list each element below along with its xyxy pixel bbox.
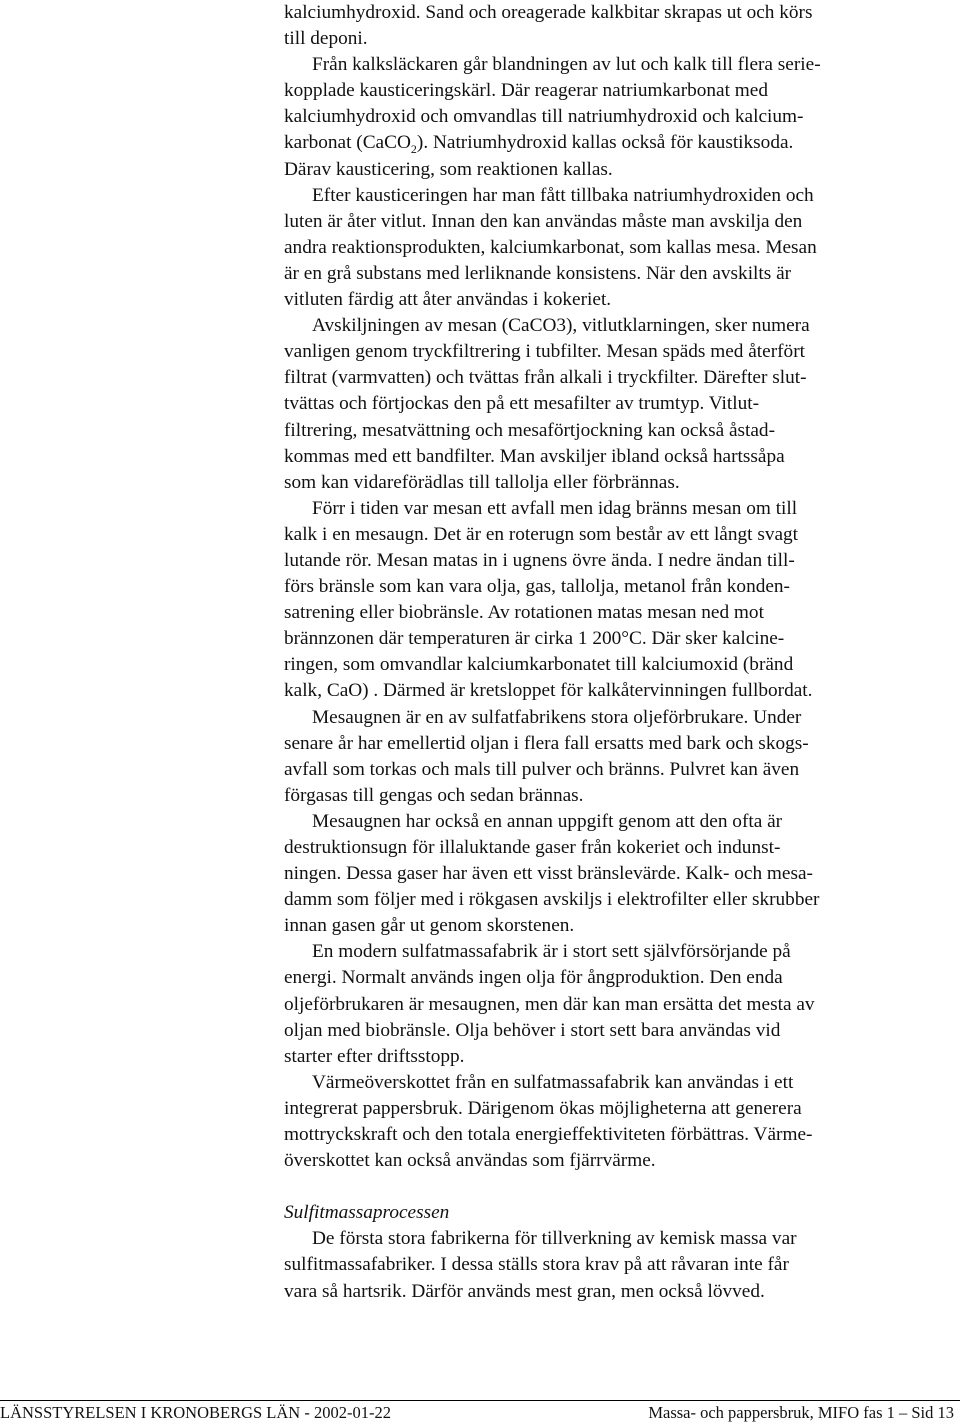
text-line: Förr i tiden var mesan ett avfall men idag bränns mesan om till [312, 497, 798, 519]
paragraph-2 [284, 52, 954, 182]
text-line: kalk i en mesaugn. Det är en roterugn som består av ett långt svagt [284, 523, 799, 545]
text-line: överskottet kan också användas som fjärrvärme. [284, 1150, 656, 1172]
page-footer [0, 1403, 960, 1425]
text-line: filtrat (varmvatten) och tvättas från alkali i tryckfilter. Därefter slut- [284, 367, 807, 389]
text-line: Efter kausticeringen har man fått tillbaka natriumhydroxiden och [312, 184, 814, 206]
text-line: som kan vidareförädlas till tallolja eller förbrännas. [284, 471, 680, 493]
text-fragment: karbonat (CaCO [284, 132, 411, 154]
paragraph-6 [284, 705, 954, 809]
text-line: andra reaktionsprodukten, kalciumkarbonat, som kallas mesa. Mesan [284, 236, 817, 258]
text-line: innan gasen går ut genom skorstenen. [284, 915, 575, 937]
paragraph-4 [284, 313, 954, 496]
text-line: är en grå substans med lerliknande konsistens. När den avskilts är [284, 262, 792, 284]
text-line: förgasas till gengas och sedan brännas. [284, 784, 584, 806]
footer-publisher-date: LÄNSSTYRELSEN I KRONOBERGS LÄN - 2002-01-22 [0, 1403, 391, 1422]
text-line: mottryckskraft och den totala energieffektiviteten förbättras. Värme- [284, 1124, 813, 1146]
body-text [284, 0, 954, 1305]
text-line: Mesaugnen är en av sulfatfabrikens stora oljeförbrukare. Under [312, 706, 802, 728]
text-line: Därav kausticering, som reaktionen kallas. [284, 158, 613, 180]
text-line: energi. Normalt används ingen olja för ångproduktion. Den enda [284, 967, 783, 989]
paragraph-7 [284, 809, 954, 939]
text-line: till deponi. [284, 28, 368, 50]
text-line: luten är åter vitlut. Innan den kan användas måste man avskilja den [284, 210, 803, 232]
text-line: Från kalksläckaren går blandningen av lut och kalk till flera serie- [312, 54, 821, 76]
text-line: satrening eller biobränsle. Av rotationen matas mesan ned mot [284, 602, 764, 624]
text-fragment: ). Natriumhydroxid kallas också för kaustiksoda. [416, 132, 794, 154]
text-line: destruktionsugn för illaluktande gaser från kokeriet och indunst- [284, 837, 781, 858]
text-line: vitluten färdig att åter användas i kokeriet. [284, 289, 612, 311]
text-line: förs bränsle som kan vara olja, gas, tallolja, metanol från konden- [284, 576, 790, 598]
text-line: ringen, som omvandlar kalciumkarbonatet till kalciumoxid (bränd [284, 654, 794, 676]
text-line: integrerat pappersbruk. Därigenom ökas möjligheterna att generera [284, 1097, 802, 1119]
section-heading: Sulfitmassaprocessen [284, 1202, 450, 1224]
text-line-with-formula [284, 130, 954, 156]
text-line: sulfitmassafabriker. I dessa ställs stora krav på att råvaran inte får [284, 1254, 789, 1276]
paragraph-5 [284, 496, 954, 705]
text-line: kommas med ett bandfilter. Man avskiljer ibland också hartssåpa [284, 445, 785, 467]
text-line: ningen. Dessa gaser har även ett visst bränslevärde. Kalk- och mesa- [284, 863, 813, 885]
text-line: Mesaugnen har också en annan uppgift genom att den ofta är [312, 810, 783, 832]
text-line: vara så hartsrik. Därför används mest gran, men också lövved. [284, 1280, 765, 1302]
text-line: kalk, CaO) . Därmed är kretsloppet för kalkåtervinningen fullbordat. [284, 680, 813, 702]
paragraph-9 [284, 1070, 954, 1174]
text-line: De första stora fabrikerna för tillverkning av kemisk massa var [312, 1228, 797, 1250]
section-spacer [284, 1174, 954, 1200]
subscript: 2 [410, 142, 417, 157]
text-line: oljan med biobränsle. Olja behöver i stort sett bara användas vid [284, 1019, 781, 1041]
paragraph-3 [284, 183, 954, 313]
text-line: filtrering, mesatvättning och mesaförtjockning kan också åstad- [284, 419, 775, 441]
paragraph-1 [284, 0, 954, 52]
text-line: Avskiljningen av mesan (CaCO3), vitlutklarningen, sker numera [312, 315, 810, 337]
footer-divider [0, 1400, 960, 1401]
paragraph-8 [284, 939, 954, 1069]
text-line: oljeförbrukaren är mesaugnen, men där kan man ersätta det mesta av [284, 993, 815, 1015]
footer-page-info: Massa- och pappersbruk, MIFO fas 1 – Sid 13 [648, 1403, 954, 1422]
text-line: Värmeöverskottet från en sulfatmassafabrik kan användas i ett [312, 1071, 794, 1093]
paragraph-10 [284, 1226, 954, 1304]
text-line: vanligen genom tryckfiltrering i tubfilter. Mesan späds med återfört [284, 341, 805, 363]
text-line: kalciumhydroxid. Sand och oreagerade kalkbitar skrapas ut och körs [284, 2, 813, 23]
text-line: kalciumhydroxid och omvandlas till natriumhydroxid och kalcium- [284, 106, 804, 128]
text-line: starter efter driftsstopp. [284, 1045, 465, 1067]
text-line: brännzonen där temperaturen är cirka 1 200°C. Där sker kalcine- [284, 628, 785, 650]
text-line: tvättas och förtjockas den på ett mesafilter av trumtyp. Vitlut- [284, 393, 760, 415]
text-line: damm som följer med i rökgasen avskiljs i elektrofilter eller skrubber [284, 889, 820, 911]
text-line: kopplade kausticeringskärl. Där reagerar natriumkarbonat med [284, 80, 768, 102]
text-line: lutande rör. Mesan matas in i ugnens övre ända. I nedre ändan till- [284, 549, 795, 571]
text-line: senare år har emellertid oljan i flera fall ersatts med bark och skogs- [284, 732, 809, 754]
text-line: avfall som torkas och mals till pulver och bränns. Pulvret kan även [284, 758, 800, 780]
text-line: En modern sulfatmassafabrik är i stort sett självförsörjande på [312, 941, 791, 963]
